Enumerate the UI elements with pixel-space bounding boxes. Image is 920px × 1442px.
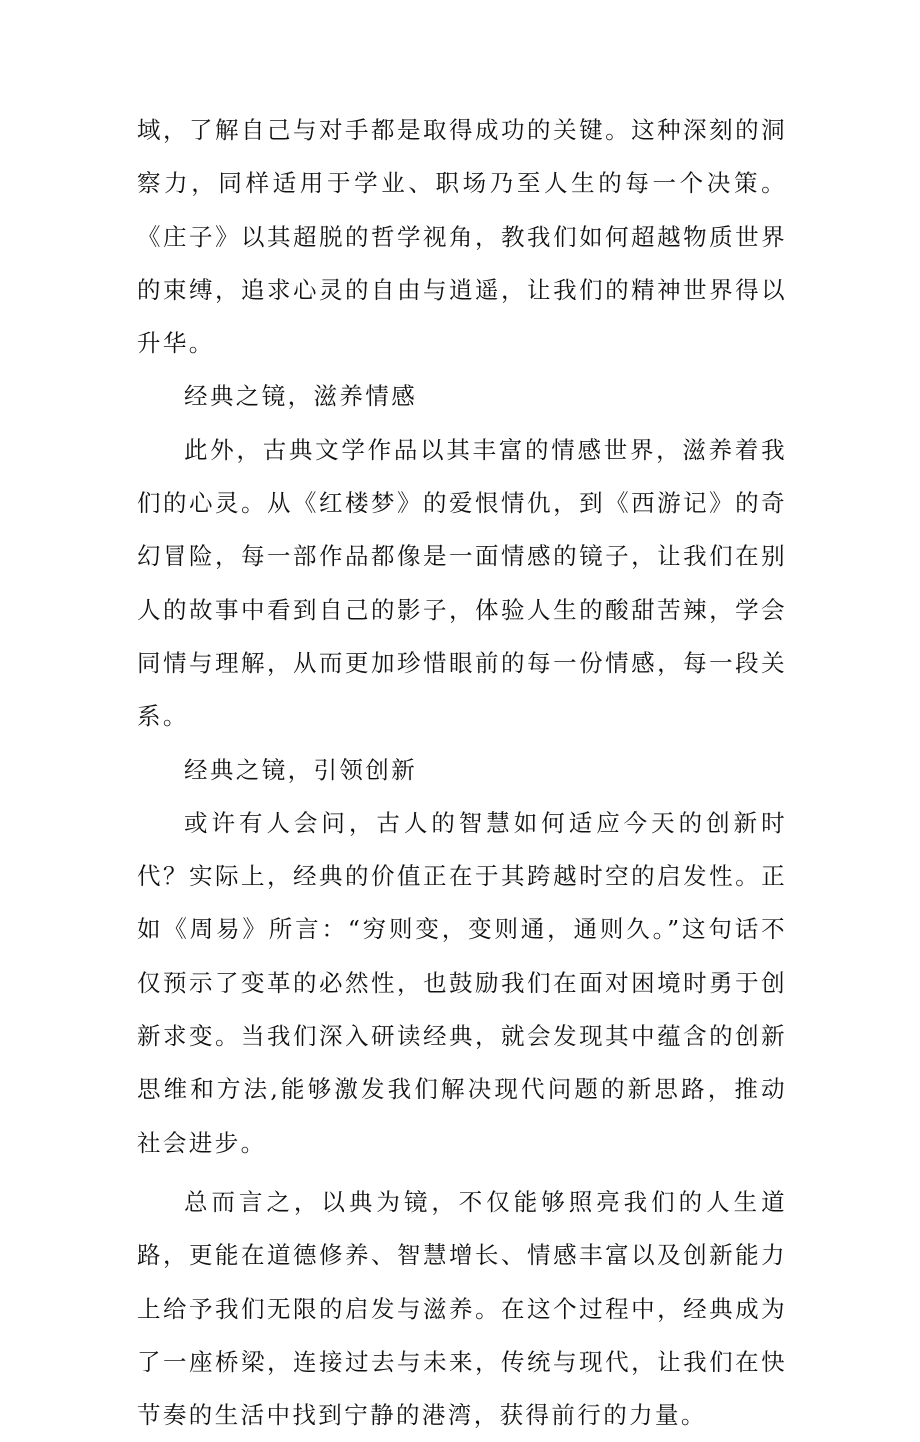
paragraph-continuation: 域，了解自己与对手都是取得成功的关键。这种深刻的洞察力，同样适用于学业、职场乃至人生的每一个决策。《庄子》以其超脱的哲学视角，教我们如何超越物质世界的束缚，追求心灵的自由与逍遥，让我们的精神世界得以升华。	[137, 116, 787, 358]
paragraph-emotion: 此外，古典文学作品以其丰富的情感世界，滋养着我们的心灵。从《红楼梦》的爱恨情仇，到《西游记》的奇幻冒险，每一部作品都像是一面情感的镜子，让我们在别人的故事中看到自己的影子，体验人生的酸甜苦辣，学会同情与理解，从而更加珍惜眼前的每一份情感，每一段关系。	[137, 435, 787, 731]
paragraph-innovation: 或许有人会问，古人的智慧如何适应今天的创新时代？实际上，经典的价值正在于其跨越时空的启发性。正如《周易》所言：“穷则变，变则通，通则久。”这句话不仅预示了变革的必然性，也鼓励我们在面对困境时勇于创新求变。当我们深入研读经典，就会发现其中蕴含的创新思维和方法,能够激发我们解决现代问题的新思路，推动社会进步。	[137, 808, 787, 1157]
section-heading-emotion: 经典之镜，滋养情感	[184, 382, 418, 411]
paragraph-conclusion: 总而言之，以典为镜，不仅能够照亮我们的人生道路，更能在道德修养、智慧增长、情感丰富以及创新能力上给予我们无限的启发与滋养。在这个过程中，经典成为了一座桥梁，连接过去与未来，传统与现代，让我们在快节奏的生活中找到宁静的港湾，获得前行的力量。	[137, 1187, 787, 1430]
section-heading-innovation: 经典之镜，引领创新	[184, 755, 418, 784]
document-page	[137, 104, 787, 1442]
